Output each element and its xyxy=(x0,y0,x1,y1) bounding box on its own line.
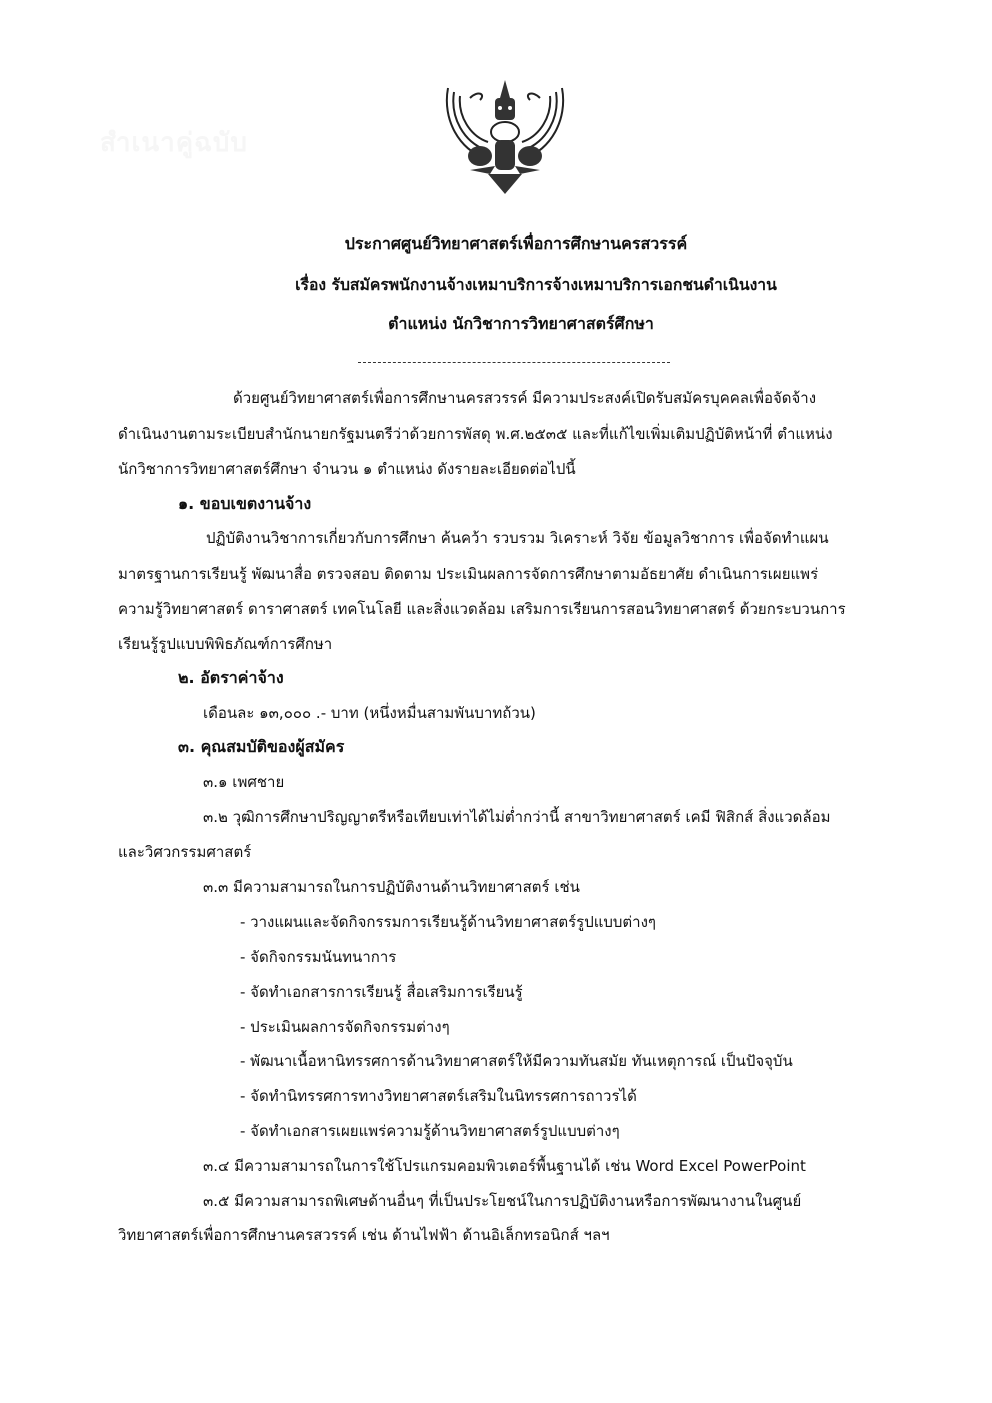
qualification-item: วิทยาศาสตร์เพื่อการศึกษานครสวรรค์ เช่น ด้านไฟฟ้า ด้านอิเล็กทรอนิกส์ ฯลฯ xyxy=(118,1226,610,1244)
bullet-item: - จัดทำนิทรรศการทางวิทยาศาสตร์เสริมในนิทรรศการถาวรได้ xyxy=(240,1087,637,1105)
announcement-position: ตำแหน่ง นักวิชาการวิทยาศาสตร์ศึกษา xyxy=(388,314,654,333)
qualification-item: ๓.๒ วุฒิการศึกษาปริญญาตรีหรือเทียบเท่าได้ไม่ต่ำกว่านี้ สาขาวิทยาศาสตร์ เคมี ฟิสิกส์ สิ่งแวดล้อม xyxy=(203,808,831,826)
intro-line: นักวิชาการวิทยาศาสตร์ศึกษา จำนวน ๑ ตำแหน่ง ดังรายละเอียดต่อไปนี้ xyxy=(118,460,576,478)
wage-line: เดือนละ ๑๓,๐๐๐ .- บาท (หนึ่งหมื่นสามพันบาทถ้วน) xyxy=(203,704,536,722)
paragraph-line: ความรู้วิทยาศาสตร์ ดาราศาสตร์ เทคโนโลยี และสิ่งแวดล้อม เสริมการเรียนการสอนวิทยาศาสตร์ ด้วยกระบวนการ xyxy=(118,600,846,618)
section-heading: ๓. คุณสมบัติของผู้สมัคร xyxy=(178,737,345,756)
qualification-item: ๓.๕ มีความสามารถพิเศษด้านอื่นๆ ที่เป็นประโยชน์ในการปฏิบัติงานหรือการพัฒนางานในศูนย์ xyxy=(203,1192,802,1210)
paragraph-line: เรียนรู้รูปแบบพิพิธภัณฑ์การศึกษา xyxy=(118,635,333,653)
bullet-item: - วางแผนและจัดกิจกรรมการเรียนรู้ด้านวิทยาศาสตร์รูปแบบต่างๆ xyxy=(240,913,656,931)
qualification-item: ๓.๓ มีความสามารถในการปฏิบัติงานด้านวิทยาศาสตร์ เช่น xyxy=(203,878,580,896)
announcement-subject: เรื่อง รับสมัครพนักงานจ้างเหมาบริการจ้างเหมาบริการเอกชนดำเนินงาน xyxy=(295,275,777,294)
section-heading: ๑. ขอบเขตงานจ้าง xyxy=(178,494,312,513)
paragraph-line: มาตรฐานการเรียนรู้ พัฒนาสื่อ ตรวจสอบ ติดตาม ประเมินผลการจัดการศึกษาตามอัธยาศัย ดำเนินการเผยแพร่ xyxy=(118,565,819,583)
garuda-emblem-icon xyxy=(440,70,570,200)
qualification-item: ๓.๔ มีความสามารถในการใช้โปรแกรมคอมพิวเตอร์พื้นฐานได้ เช่น Word Excel PowerPoint xyxy=(203,1157,806,1175)
qualification-item: ๓.๑ เพศชาย xyxy=(203,773,285,791)
bullet-item: - ประเมินผลการจัดกิจกรรมต่างๆ xyxy=(240,1018,450,1036)
watermark: สำเนาคู่ฉบับ xyxy=(100,128,248,158)
bullet-item: - จัดกิจกรรมนันทนาการ xyxy=(240,948,397,966)
qualification-item: และวิศวกรรมศาสตร์ xyxy=(118,843,252,861)
intro-line: ดำเนินงานตามระเบียบสำนักนายกรัฐมนตรีว่าด้วยการพัสดุ พ.ศ.๒๕๓๕ และที่แก้ไขเพิ่มเติมปฏิบัติหน้าที่ ตำแหน่ง xyxy=(118,425,833,443)
paragraph-line: ปฏิบัติงานวิชาการเกี่ยวกับการศึกษา ค้นคว้า รวบรวม วิเคราะห์ วิจัย ข้อมูลวิชาการ เพื่อจัดทำแผน xyxy=(206,529,829,547)
intro-line: ด้วยศูนย์วิทยาศาสตร์เพื่อการศึกษานครสวรรค์ มีความประสงค์เปิดรับสมัครบุคคลเพื่อจัดจ้าง xyxy=(233,389,817,407)
bullet-item: - จัดทำเอกสารการเรียนรู้ สื่อเสริมการเรียนรู้ xyxy=(240,983,523,1001)
divider xyxy=(358,362,670,363)
section-heading: ๒. อัตราค่าจ้าง xyxy=(178,668,284,687)
announcement-title: ประกาศศูนย์วิทยาศาสตร์เพื่อการศึกษานครสวรรค์ xyxy=(344,234,688,253)
bullet-item: - พัฒนาเนื้อหานิทรรศการด้านวิทยาศาสตร์ให้มีความทันสมัย ทันเหตุการณ์ เป็นปัจจุบัน xyxy=(240,1052,793,1070)
bullet-item: - จัดทำเอกสารเผยแพร่ความรู้ด้านวิทยาศาสตร์รูปแบบต่างๆ xyxy=(240,1122,620,1140)
